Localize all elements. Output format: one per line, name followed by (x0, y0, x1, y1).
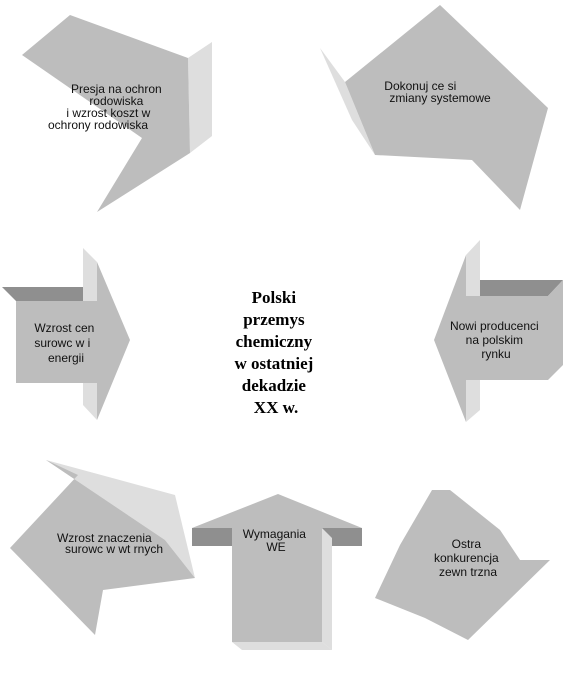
arrow-top-left-line-3: i wzrost koszt w (66, 106, 151, 120)
arrow-left-line-1: Wzrost cen (34, 321, 95, 335)
arrow-bottom-left-line-2: surowc w wt rnych (64, 542, 164, 556)
center-title-line-5: dekadzie (241, 376, 306, 395)
arrow-bottom-center-line-1: Wymagania (242, 527, 306, 541)
arrow-bottom-right-line-2: konkurencja (433, 551, 499, 565)
arrow-bottom-right (375, 490, 550, 640)
arrow-right-line-2: na polskim (465, 333, 524, 347)
center-title-line-3: chemiczny (235, 332, 313, 351)
arrow-bottom-left-line-1: Wzrost znaczenia (56, 531, 152, 545)
center-title (234, 288, 317, 417)
arrow-bottom-right-line-3: zewn trzna (438, 565, 498, 579)
center-title-line-4: w ostatniej (234, 354, 314, 373)
arrow-right (434, 240, 563, 422)
arrow-bottom-right-line-1: Ostra (451, 537, 481, 551)
arrow-top-right-line-1: Dokonuj ce si (384, 79, 457, 93)
arrow-top-left-line-2: rodowiska (89, 94, 144, 108)
center-title-line-6: XX w. (253, 398, 299, 417)
svg-text:Wzrost znaczenia surowc (57, 531, 163, 556)
arrow-bottom-center (192, 494, 362, 650)
arrow-top-right (320, 5, 548, 210)
arrow-top-right-line-2: zmiany systemowe (389, 91, 491, 105)
arrow-top-left (22, 15, 212, 212)
arrow-left (2, 248, 130, 420)
arrow-left-line-3: energii (47, 351, 85, 365)
svg-text:Presja na ochron rodowis (48, 82, 165, 132)
arrow-right-line-3: rynku (481, 347, 511, 361)
arrow-top-left-line-1: Presja na ochron (70, 82, 162, 96)
arrow-right-line-1: Nowi producenci (449, 319, 539, 333)
arrow-bottom-left (10, 460, 195, 635)
arrow-bottom-center-line-2: WE (266, 540, 286, 554)
arrow-top-left-line-4: ochrony rodowiska (47, 118, 149, 132)
arrow-left-line-2: surowc w i (34, 336, 91, 350)
center-title-line-2: przemys (243, 310, 305, 329)
center-title-line-1: Polski (251, 288, 297, 307)
